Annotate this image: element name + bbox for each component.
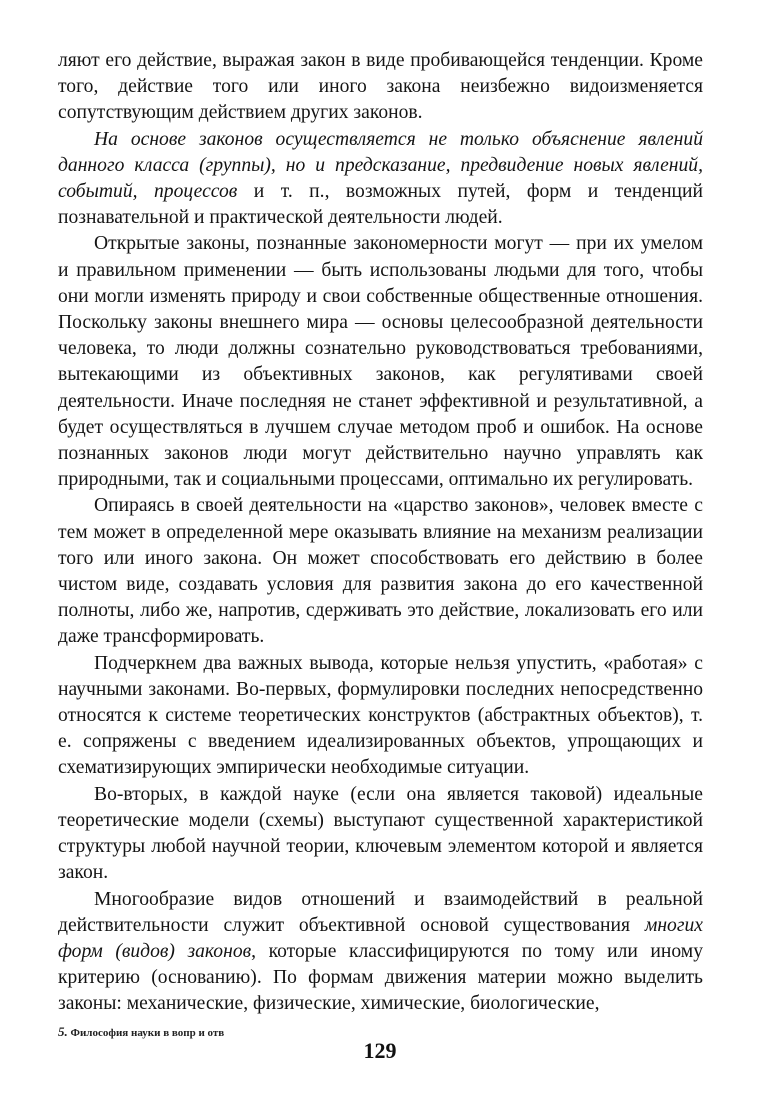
page-number: 129 <box>363 1038 397 1063</box>
paragraph <box>58 48 703 127</box>
text-run: ляют его действие, выражая закон в виде пробивающейся тенденции. Кроме того, действие того или иного закона неизбежно видоизменяется сопутствующим действием других законов. <box>58 50 703 124</box>
signature-mark: 5. <box>58 1024 68 1039</box>
paragraph <box>58 127 703 232</box>
page-body <box>58 48 703 1018</box>
text-run: , которые классифицируются по тому или иному критерию (основанию). По формам движения материи можно выделить законы: механические, физические, химические, биологические, <box>58 940 703 1015</box>
paragraph <box>58 651 703 782</box>
signature-text: Философия науки в вопр и отв <box>70 1027 225 1039</box>
paragraph <box>58 782 703 887</box>
text-run: Опираясь в своей деятельности на «царство законов», человек вместе с тем может в определенной мере оказывать влияние на механизм реализации того или иного закона. Он может способствовать его действию в более чистом виде, создавать условия для развития закона до его качественной полноты, либо же, напротив, сдерживать это действие, локализовать его или даже трансформировать. <box>58 495 703 648</box>
text-run: Во-вторых, в каждой науке (если она является таковой) идеальные теоретические модели (схемы) выступают существенной характеристикой структуры любой научной теории, ключевым элементом которой и является закон. <box>58 783 703 884</box>
text-run: Многообразие видов отношений и взаимодействий в реальной действительности служит объективной основой существования <box>58 888 703 936</box>
text-run: Подчеркнем два важных вывода, которые нельзя упустить, «работая» с научными законами. Во-первых, формулировки последних непосредственно относятся к системе теоретических конструктов (абстрактных объектов), т. е. сопряжены с введением идеализированных объектов, упрощающих и схематизирующих эмпирически необходимые ситуации. <box>58 652 703 779</box>
paragraph <box>58 493 703 650</box>
italic-text-run: На основе законов осуществляется не только объяснение явлений данного класса (группы), но и предсказание, предвидение новых явлений, событий, процессов <box>58 128 703 203</box>
italic-text-run: многих форм (видов) законов <box>58 914 703 962</box>
text-run: Открытые законы, познанные закономерности могут — при их умелом и правильном применении — быть использованы людьми для того, чтобы они могли изменять природу и свои собственные общественные отношения. Поскольку законы внешнего мира — основы целесообразной деятельности человека, то люди должны сознательно руководствоваться требованиями, вытекающими из объективных законов, как регулятивами своей деятельности. Иначе последняя не станет эффективной и результативной, а будет осуществляться в лучшем случае методом проб и ошибок. На основе познанных законов люди могут действительно научно управлять как природными, так и социальными процессами, оптимально их регулировать. <box>58 233 703 491</box>
text-run: и т. п., возможных путей, форм и тенденций познавательной и практической деятельности людей. <box>58 181 704 229</box>
paragraph <box>58 231 703 493</box>
paragraph <box>58 887 703 1018</box>
